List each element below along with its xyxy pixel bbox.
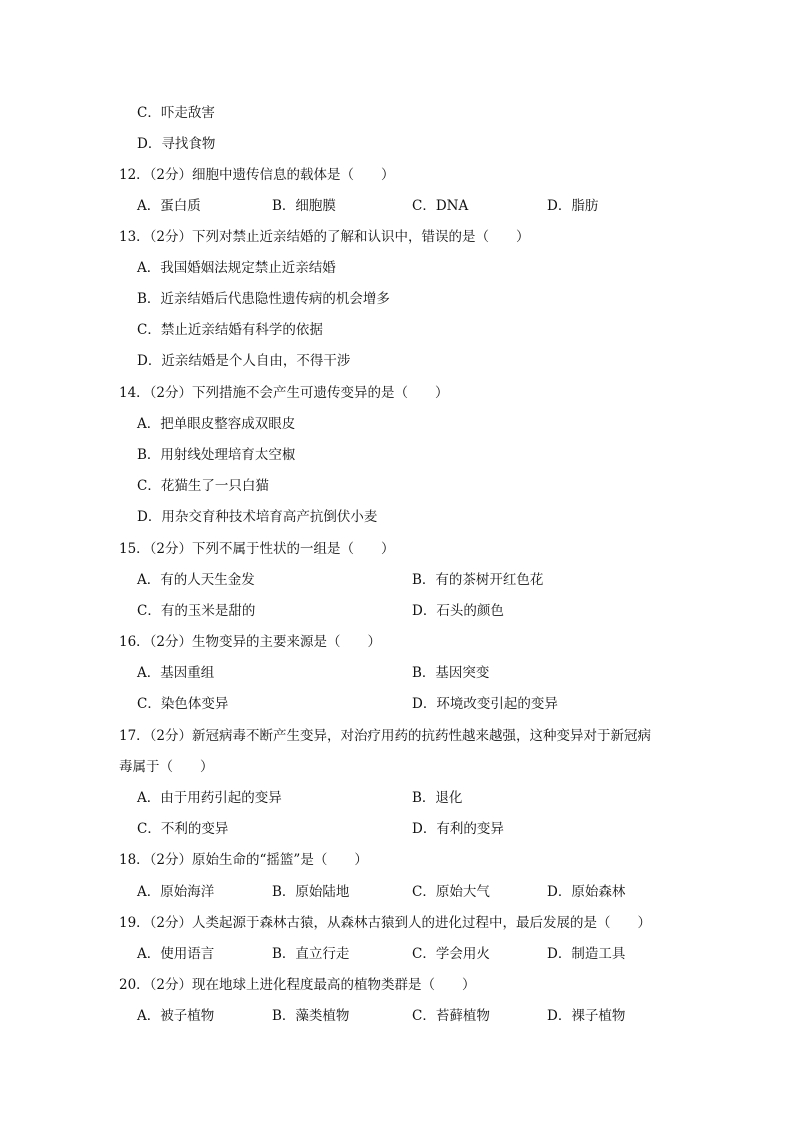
answer-option: B．用射线处理培育太空椒 <box>137 447 296 463</box>
question-text: 20．（2分）现在地球上进化程度最高的植物类群是（ ） <box>119 977 476 993</box>
answer-option: B．基因突变 <box>412 665 490 681</box>
answer-option: B．原始陆地 <box>272 884 350 900</box>
answer-option: D．石头的颜色 <box>412 603 504 619</box>
question-text: 13．（2分）下列对禁止近亲结婚的了解和认识中，错误的是（ ） <box>119 229 530 245</box>
answer-option: A．我国婚姻法规定禁止近亲结婚 <box>137 260 336 276</box>
answer-option: C．原始大气 <box>412 884 490 900</box>
answer-option: A．基因重组 <box>137 665 215 681</box>
answer-option: D．用杂交育种技术培育高产抗倒伏小麦 <box>137 509 378 525</box>
answer-option: B．细胞膜 <box>272 198 336 214</box>
question-text: 12．（2分）细胞中遗传信息的载体是（ ） <box>119 167 395 183</box>
answer-option: B．有的茶树开红色花 <box>412 572 544 588</box>
answer-option: B．直立行走 <box>272 946 350 962</box>
answer-option: A．原始海洋 <box>137 884 215 900</box>
question-text: 15．（2分）下列不属于性状的一组是（ ） <box>119 541 395 557</box>
answer-option: D．环境改变引起的变异 <box>412 696 558 712</box>
answer-option: C．DNA <box>412 198 469 214</box>
answer-option: A．蛋白质 <box>137 198 201 214</box>
answer-option: B．藻类植物 <box>272 1008 350 1024</box>
answer-option: C．有的玉米是甜的 <box>137 603 256 619</box>
answer-option: A．使用语言 <box>137 946 215 962</box>
answer-option: B．退化 <box>412 790 463 806</box>
answer-option: D．寻找食物 <box>137 136 216 152</box>
answer-option: A．有的人天生金发 <box>137 572 255 588</box>
answer-option: D．有利的变异 <box>412 821 504 837</box>
answer-option: D．近亲结婚是个人自由，不得干涉 <box>137 353 351 369</box>
answer-option: C．不利的变异 <box>137 821 229 837</box>
answer-option: D．原始森林 <box>547 884 626 900</box>
answer-option: B．近亲结婚后代患隐性遗传病的机会增多 <box>137 291 390 307</box>
question-text: 18．（2分）原始生命的“摇篮”是（ ） <box>119 852 368 868</box>
answer-option: A．由于用药引起的变异 <box>137 790 282 806</box>
question-text: 19．（2分）人类起源于森林古猿，从森林古猿到人的进化过程中，最后发展的是（ ） <box>119 915 652 931</box>
answer-option: D．脂肪 <box>547 198 599 214</box>
answer-option: D．制造工具 <box>547 946 626 962</box>
answer-option: C．吓走敌害 <box>137 105 215 121</box>
question-text: 14．（2分）下列措施不会产生可遗传变异的是（ ） <box>119 385 449 401</box>
answer-option: C．苔藓植物 <box>412 1008 490 1024</box>
answer-option: A．把单眼皮整容成双眼皮 <box>137 416 296 432</box>
question-text: 16．（2分）生物变异的主要来源是（ ） <box>119 634 382 650</box>
answer-option: D．裸子植物 <box>547 1008 626 1024</box>
question-text: 17．（2分）新冠病毒不断产生变异，对治疗用药的抗药性越来越强，这种变异对于新冠病 <box>119 728 652 744</box>
answer-option: C．禁止近亲结婚有科学的依据 <box>137 322 323 338</box>
answer-option: C．学会用火 <box>412 946 490 962</box>
answer-option: A．被子植物 <box>137 1008 215 1024</box>
answer-option: C．花猫生了一只白猫 <box>137 478 269 494</box>
answer-option: C．染色体变异 <box>137 696 229 712</box>
question-text: 毒属于（ ） <box>119 759 214 775</box>
